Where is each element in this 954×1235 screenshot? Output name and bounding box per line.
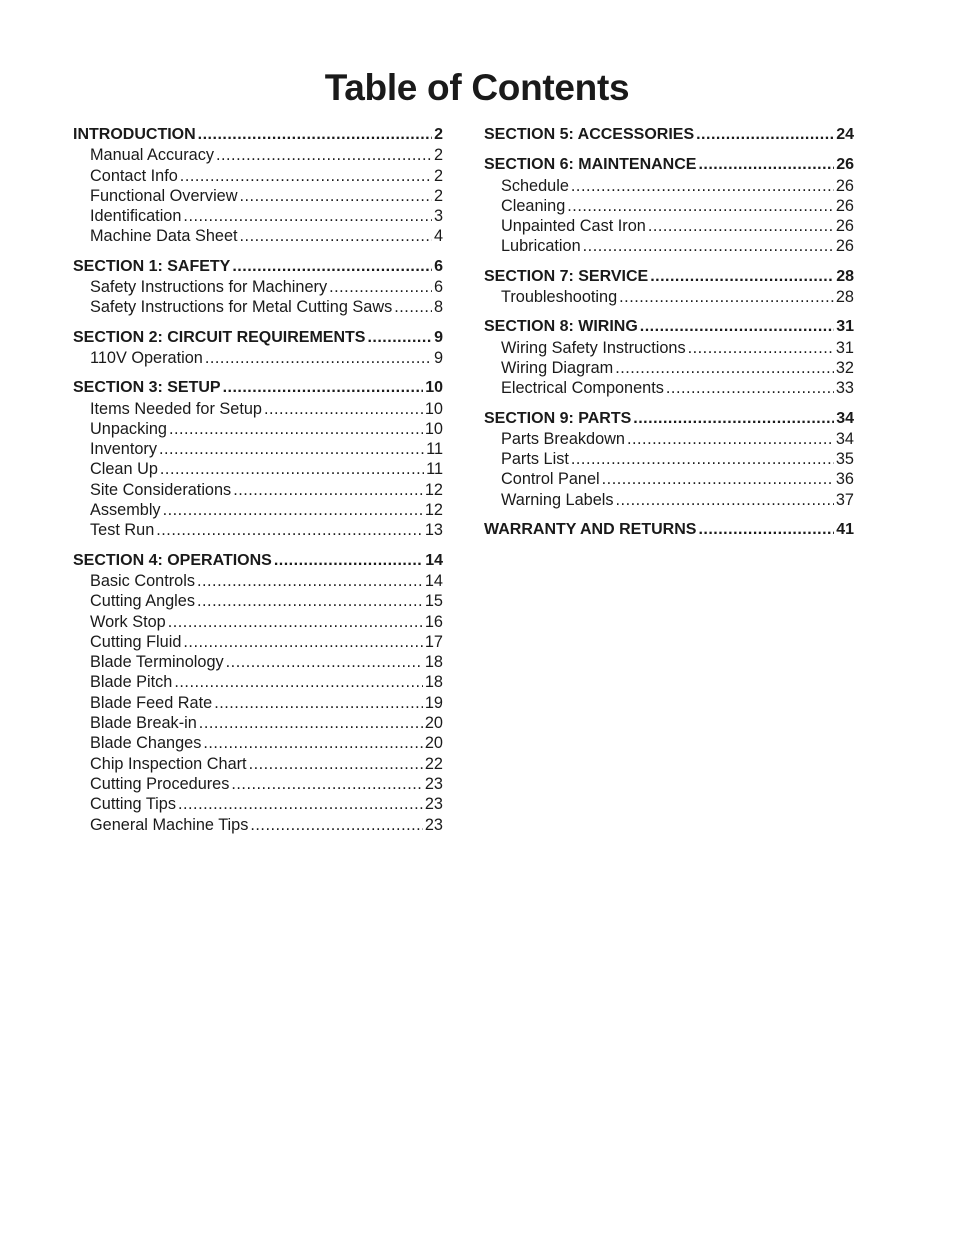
dot-leader [567,196,834,216]
page-number: 31 [836,318,854,336]
dot-leader [174,672,423,692]
toc-entry-safety-instructions-for-metal-cutting-saws[interactable] [73,297,443,317]
toc-entry-chip-inspection-chart[interactable] [73,754,443,774]
toc-entry-electrical-components[interactable] [484,378,854,398]
entry-label: Lubrication [501,237,581,256]
dot-leader [233,480,423,500]
toc-entry-identification[interactable] [73,206,443,226]
page-number: 26 [835,237,854,256]
toc-section-section-1-safety [73,257,443,318]
page-number: 20 [424,714,443,733]
toc-section-heading[interactable] [484,409,854,429]
dot-leader [163,500,423,520]
page-number: 14 [425,551,443,569]
toc-entry-cutting-fluid[interactable] [73,632,443,652]
dot-leader [183,632,422,652]
entry-label: Wiring Diagram [501,358,614,377]
toc-entry-lubrication[interactable] [484,236,854,256]
entry-label: Cutting Tips [90,795,176,814]
toc-section-section-7-service [484,267,854,308]
toc-entry-parts-breakdown[interactable] [484,429,854,449]
toc-entry-blade-feed-rate[interactable] [73,693,443,713]
entry-label: Test Run [90,521,155,540]
dot-leader [329,277,432,297]
page-number: 26 [835,196,854,215]
page-number: 34 [835,429,854,448]
entry-label: General Machine Tips [90,815,249,834]
toc-entry-inventory[interactable] [73,439,443,459]
entry-label: Troubleshooting [501,288,618,307]
section-title: SECTION 9: PARTS [484,409,632,427]
dot-leader [169,419,423,439]
page-number: 4 [433,227,443,246]
entry-label: Cutting Angles [90,592,195,611]
page-number: 35 [835,450,854,469]
toc-entry-cutting-procedures[interactable] [73,774,443,794]
entry-label: Blade Changes [90,734,202,753]
dot-leader [394,297,432,317]
dot-leader [698,155,834,175]
entry-label: Site Considerations [90,480,232,499]
dot-leader [156,520,423,540]
dot-leader [205,348,432,368]
entry-label: Functional Overview [90,186,238,205]
toc-entry-blade-terminology[interactable] [73,652,443,672]
page-number: 33 [835,379,854,398]
page-number: 41 [836,521,854,539]
page-number: 9 [434,328,443,346]
section-title: SECTION 8: WIRING [484,318,638,336]
entry-label: Blade Feed Rate [90,693,213,712]
entry-label: Cutting Procedures [90,774,230,793]
toc-entry-control-panel[interactable] [484,469,854,489]
dot-leader [216,145,432,165]
page-number: 23 [424,774,443,793]
dot-leader [232,257,432,277]
toc-entry-basic-controls[interactable] [73,571,443,591]
dot-leader [615,358,834,378]
page-number: 28 [836,267,854,285]
section-title: INTRODUCTION [73,126,196,143]
toc-entry-cutting-tips[interactable] [73,794,443,814]
page-number: 19 [424,693,443,712]
page-number: 18 [424,653,443,672]
dot-leader [178,794,423,814]
page-number: 2 [433,146,443,165]
toc-entry-work-stop[interactable] [73,612,443,632]
entry-label: Schedule [501,176,569,195]
toc-entry-items-needed-for-setup[interactable] [73,399,443,419]
page-number: 13 [424,521,443,540]
dot-leader [183,206,432,226]
page-number: 10 [425,379,443,397]
entry-label: Blade Terminology [90,653,224,672]
toc-entry-safety-instructions-for-machinery[interactable] [73,277,443,297]
toc-section-section-6-maintenance [484,155,854,256]
page-number: 10 [424,399,443,418]
toc-section-section-2-circuit-requirements [73,328,443,369]
toc-section-heading[interactable] [484,317,854,337]
dot-leader [223,378,424,398]
toc-section-heading[interactable] [484,155,854,175]
section-title: SECTION 1: SAFETY [73,257,231,275]
toc-entry-warning-labels[interactable] [484,490,854,510]
entry-label: Assembly [90,501,161,520]
toc-section-heading[interactable] [73,551,443,571]
entry-label: Cleaning [501,196,566,215]
page-number: 6 [434,257,443,275]
toc-entry-unpainted-cast-iron[interactable] [484,216,854,236]
page-number: 18 [424,673,443,692]
dot-leader [274,551,423,571]
entry-label: Warning Labels [501,490,614,509]
toc-entry-cutting-angles[interactable] [73,591,443,611]
dot-leader [203,733,423,753]
page-number: 3 [433,207,443,226]
dot-leader [197,571,423,591]
dot-leader [648,216,834,236]
dot-leader [168,612,423,632]
page-number: 17 [424,632,443,651]
page-number: 23 [424,815,443,834]
entry-label: Clean Up [90,460,158,479]
entry-label: Unpainted Cast Iron [501,217,646,236]
toc-entry-blade-break-in[interactable] [73,713,443,733]
entry-label: Basic Controls [90,571,195,590]
page-number: 9 [433,348,443,367]
entry-label: Parts List [501,450,569,469]
dot-leader [199,713,423,733]
entry-label: Contact Info [90,166,178,185]
toc-entry-schedule[interactable] [484,176,854,196]
entry-label: Identification [90,207,182,226]
entry-label: Control Panel [501,470,600,489]
dot-leader [214,693,423,713]
dot-leader [264,399,423,419]
entry-label: Items Needed for Setup [90,399,262,418]
page-number: 10 [424,419,443,438]
dot-leader [240,226,432,246]
toc-entry-site-considerations[interactable] [73,480,443,500]
toc-section-heading[interactable] [484,125,854,145]
dot-leader [688,338,834,358]
section-title: SECTION 5: ACCESSORIES [484,126,695,143]
dot-leader [571,449,834,469]
section-title: SECTION 6: MAINTENANCE [484,156,697,174]
toc-section-section-3-setup [73,378,443,540]
toc-section-section-8-wiring [484,317,854,398]
dot-leader [231,774,423,794]
section-title: WARRANTY AND RETURNS [484,521,697,539]
entry-label: Machine Data Sheet [90,227,238,246]
entry-label: Electrical Components [501,379,664,398]
page-number: 8 [433,298,443,317]
toc-entry-wiring-safety-instructions[interactable] [484,338,854,358]
page-number: 31 [835,338,854,357]
dot-leader [616,490,834,510]
dot-leader [160,459,424,479]
toc-entry-general-machine-tips[interactable] [73,815,443,835]
page-number: 12 [424,501,443,520]
page-number: 2 [434,126,443,143]
page-number: 11 [426,460,443,479]
entry-label: Work Stop [90,612,166,631]
dot-leader [367,328,432,348]
section-title: SECTION 2: CIRCUIT REQUIREMENTS [73,328,366,346]
toc-section-introduction [73,125,443,247]
toc-section-section-9-parts [484,409,854,510]
page-number: 11 [426,440,443,459]
section-title: SECTION 3: SETUP [73,379,221,397]
entry-label: 110V Operation [90,348,203,367]
page-title: Table of Contents [324,67,630,108]
toc-entry-parts-list[interactable] [484,449,854,469]
dot-leader [198,125,432,145]
entry-label: Wiring Safety Instructions [501,338,686,357]
dot-leader [640,317,834,337]
toc-section-section-4-operations [73,551,443,835]
toc-section-heading[interactable] [73,125,443,145]
page-number: 26 [836,156,854,174]
dot-leader [197,591,423,611]
page-number: 32 [835,358,854,377]
entry-label: Unpacking [90,419,167,438]
toc-section-heading[interactable] [73,328,443,348]
dot-leader [619,287,834,307]
entry-label: Parts Breakdown [501,429,625,448]
toc-section-warranty-and-returns [484,520,854,540]
toc-entry-unpacking[interactable] [73,419,443,439]
section-title: SECTION 4: OPERATIONS [73,551,272,569]
dot-leader [666,378,834,398]
section-title: SECTION 7: SERVICE [484,267,649,285]
toc-left-column [73,125,443,845]
dot-leader [226,652,423,672]
toc-section-heading[interactable] [484,520,854,540]
entry-label: Cutting Fluid [90,632,182,651]
toc-entry-blade-changes[interactable] [73,733,443,753]
page-number: 22 [424,754,443,773]
entry-label: Chip Inspection Chart [90,754,247,773]
toc-entry-wiring-diagram[interactable] [484,358,854,378]
page-number: 34 [836,409,854,427]
toc-entry-assembly[interactable] [73,500,443,520]
toc-section-section-5-accessories [484,125,854,145]
entry-label: Safety Instructions for Machinery [90,278,328,297]
toc-entry-blade-pitch[interactable] [73,672,443,692]
dot-leader [698,520,834,540]
entry-label: Manual Accuracy [90,146,214,165]
toc-right-column [484,125,854,550]
toc-entry-manual-accuracy[interactable] [73,145,443,165]
page-number: 2 [433,186,443,205]
page-number: 16 [424,612,443,631]
toc-entry-cleaning[interactable] [484,196,854,216]
dot-leader [650,267,834,287]
dot-leader [696,125,834,145]
page-number: 12 [424,480,443,499]
entry-label: Blade Break-in [90,714,197,733]
entry-label: Blade Pitch [90,673,173,692]
dot-leader [571,176,834,196]
entry-label: Safety Instructions for Metal Cutting Saws [90,298,393,317]
page-number: 26 [835,176,854,195]
page-number: 23 [424,795,443,814]
dot-leader [159,439,424,459]
dot-leader [249,754,423,774]
page-number: 26 [835,217,854,236]
toc-entry-clean-up[interactable] [73,459,443,479]
page-number: 6 [433,278,443,297]
toc-entry-test-run[interactable] [73,520,443,540]
entry-label: Inventory [90,440,157,459]
page-number: 36 [835,470,854,489]
toc-section-heading[interactable] [73,257,443,277]
toc-section-heading[interactable] [484,267,854,287]
dot-leader [180,166,432,186]
toc-entry-machine-data-sheet[interactable] [73,226,443,246]
page-number: 24 [836,126,854,143]
page-number: 2 [433,166,443,185]
page-number: 28 [835,288,854,307]
toc-section-heading[interactable] [73,378,443,398]
dot-leader [627,429,834,449]
dot-leader [602,469,834,489]
page-number: 14 [424,571,443,590]
page-number: 15 [424,592,443,611]
dot-leader [240,186,432,206]
dot-leader [583,236,834,256]
dot-leader [633,409,834,429]
toc-entry-troubleshooting[interactable] [484,287,854,307]
toc-entry-contact-info[interactable] [73,166,443,186]
dot-leader [250,815,423,835]
toc-entry-110v-operation[interactable] [73,348,443,368]
page-number: 20 [424,734,443,753]
toc-entry-functional-overview[interactable] [73,186,443,206]
page-number: 37 [835,490,854,509]
